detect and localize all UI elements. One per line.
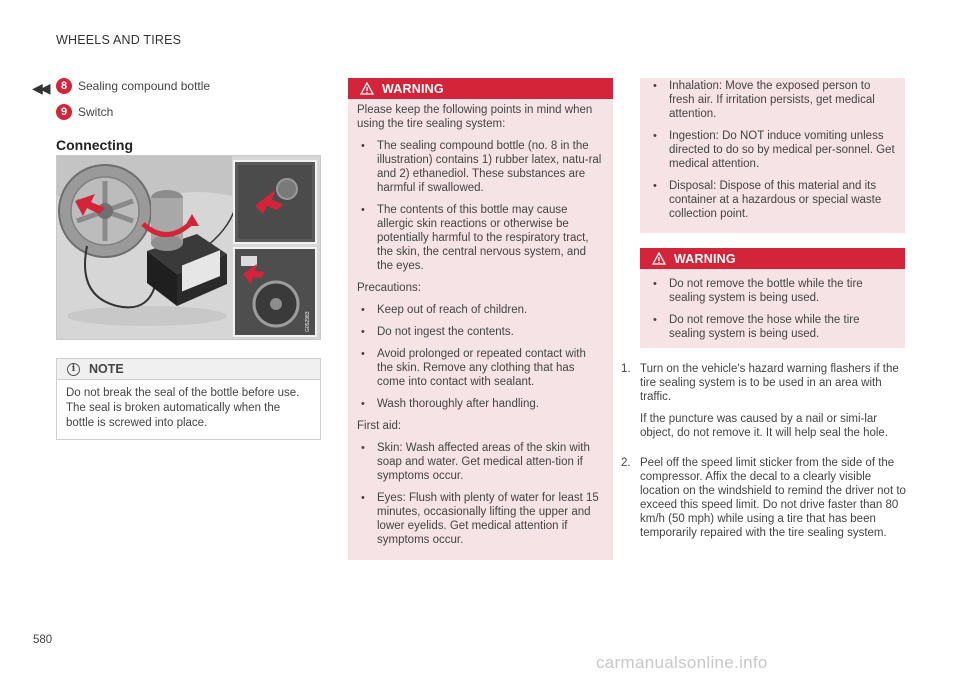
warning-triangle-icon	[360, 82, 374, 95]
list-item: • Disposal: Dispose of this material and its container at a hazardous or special waste collection point.	[653, 180, 882, 220]
step-text: Peel off the speed limit sticker from the side of the compressor. Affix the decal to a clearly visible location on the windshield to remind the driver not to exceed this speed limit. Do not drive faster than 80 km/h (50 mph) while using a tire that has been temporarily repaired with the tire sealing system.	[640, 457, 906, 539]
step-subtext: If the puncture was caused by a nail or simi-lar object, do not remove it. It will help seal the hole.	[640, 413, 889, 439]
legend-label: Sealing compound bottle	[78, 79, 211, 93]
connecting-illustration	[56, 155, 321, 340]
list-item: • Skin: Wash affected areas of the skin with soap and water. Get medical atten-tion if symptoms occur.	[361, 442, 590, 482]
first-aid-label: First aid:	[357, 420, 402, 432]
note-box	[56, 358, 321, 440]
list-item: • Ingestion: Do NOT induce vomiting unless directed to do so by medical per-sonnel. Get medical attention.	[653, 130, 895, 170]
steps-list	[621, 362, 911, 556]
warning-box-2	[640, 248, 905, 348]
step-item: 1. Turn on the vehicle's hazard warning flashers if the tire sealing system is to be used in an area with traffic. If the puncture was caused by a nail or simi-lar object, do not remove it. It will help seal the hole.	[621, 362, 911, 448]
warning-header	[640, 248, 905, 269]
list-item: • Eyes: Flush with plenty of water for least 15 minutes, occasionally lifting the upper and lower eyelids. Get medical attention if symptoms occur.	[361, 492, 599, 546]
legend-item-9	[56, 104, 113, 120]
list-item: • Wash thoroughly after handling.	[361, 398, 539, 410]
section-title: Connecting	[56, 137, 133, 153]
legend-item-8	[56, 78, 210, 94]
legend-label: Switch	[78, 105, 114, 119]
warning-title: WARNING	[382, 81, 444, 96]
step-item: 2. Peel off the speed limit sticker from the side of the compressor. Affix the decal to a clearly visible location on the windshield to remind the driver not to exceed this speed limit. Do not drive faster than 80 km/h (50 mph) while using a tire that has been temporarily repaired with the tire sealing system.	[621, 456, 911, 548]
warning-continued-box	[640, 78, 905, 233]
watermark: carmanualsonline.info	[596, 653, 768, 672]
list-item: • Keep out of reach of children.	[361, 304, 528, 316]
page-number: 580	[33, 634, 53, 646]
note-body: Do not break the seal of the bottle before use. The seal is broken automatically when the bottle is screwed into place.	[66, 387, 300, 429]
page-header: WHEELS AND TIRES	[56, 33, 182, 47]
list-item: • Avoid prolonged or repeated contact with the skin. Remove any clothing that has come into contact with sealant.	[361, 348, 586, 388]
warning-triangle-icon	[652, 252, 666, 265]
warning-title: WARNING	[674, 251, 736, 266]
note-header	[57, 359, 320, 380]
step-text: Turn on the vehicle's hazard warning flashers if the tire sealing system is to be used in an area with traffic.	[640, 363, 899, 403]
note-title: NOTE	[89, 362, 124, 376]
illustration-code: G052983	[305, 311, 311, 332]
list-item: • Inhalation: Move the exposed person to fresh air. If irritation persists, get medical attention.	[653, 80, 875, 120]
list-item: • Do not remove the bottle while the tire sealing system is being used.	[653, 278, 863, 304]
warning-header	[348, 78, 613, 99]
callout-badge: 9	[56, 104, 72, 120]
precautions-label: Precautions:	[357, 282, 421, 294]
list-item: • The contents of this bottle may cause allergic skin reactions or otherwise be potentially harmful to the respiratory tract, the skin, the central nervous system, and the eyes.	[361, 204, 589, 272]
list-item: • Do not ingest the contents.	[361, 326, 514, 338]
list-item: • Do not remove the hose while the tire sealing system is being used.	[653, 314, 860, 340]
warning-box	[348, 78, 613, 560]
info-icon: i	[67, 363, 80, 376]
continued-marker: ◀◀	[32, 80, 48, 96]
warning-intro: Please keep the following points in mind when using the tire sealing system:	[357, 104, 593, 130]
list-item: • The sealing compound bottle (no. 8 in the illustration) contains 1) rubber latex, natu-ral and 2) ethanediol. These substances are harmful if swallowed.	[361, 140, 602, 194]
callout-badge: 8	[56, 78, 72, 94]
